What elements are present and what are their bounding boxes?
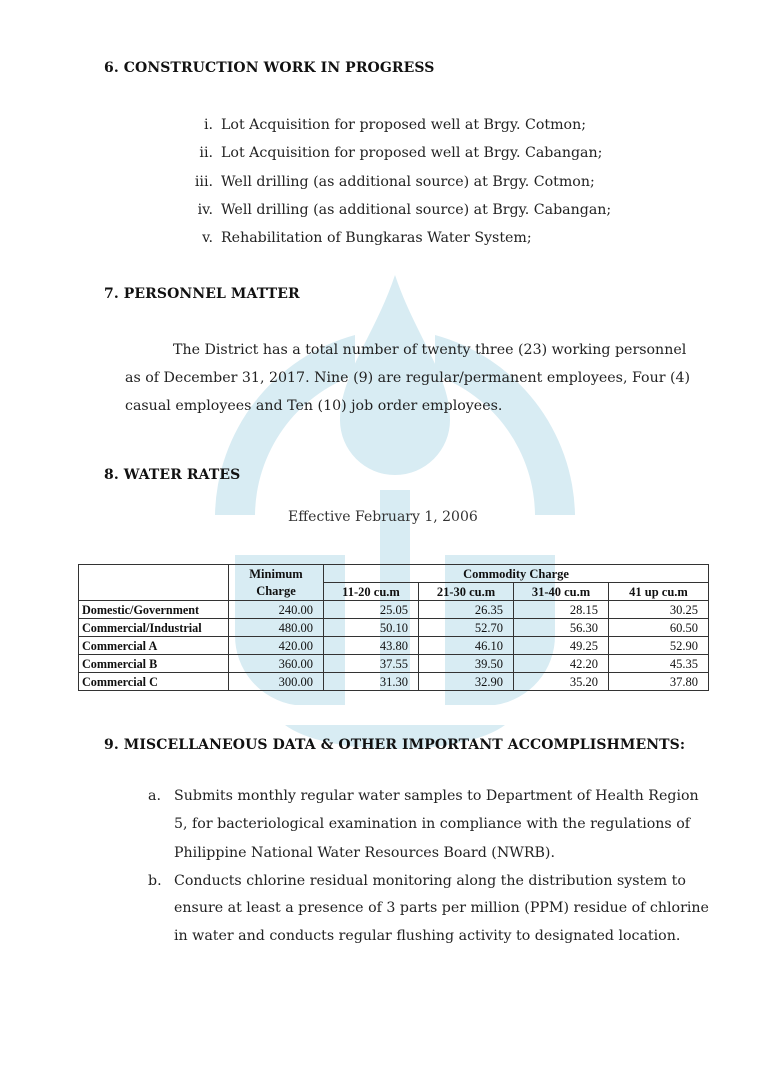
section-8-heading: 8. WATER RATES [104, 467, 241, 483]
category-header-cell [79, 565, 229, 601]
table-row [79, 619, 709, 637]
list-item-number: iii. [194, 174, 213, 190]
table-row [79, 601, 709, 619]
list-item-number: ii. [199, 145, 213, 161]
rate-cell: 45.35 [609, 655, 709, 673]
rate-cell: 480.00 [229, 619, 324, 637]
rate-cell: 52.70 [419, 619, 514, 637]
category-cell: Commercial C [79, 673, 229, 691]
range-header: 41 up cu.m [609, 583, 709, 601]
range-header: 31-40 cu.m [514, 583, 609, 601]
list-item-text: Rehabilitation of Bungkaras Water System; [221, 230, 532, 246]
list-item [199, 145, 603, 161]
list-item-text: Conducts chlorine residual monitoring along the distribution system to [174, 873, 686, 889]
rate-cell: 50.10 [324, 619, 419, 637]
list-item-continuation: in water and conducts regular flushing activity to designated location. [174, 928, 681, 944]
charge-header: Charge [229, 583, 324, 601]
rate-cell: 43.80 [324, 637, 419, 655]
paragraph-line: as of December 31, 2017. Nine (9) are regular/permanent employees, Four (4) [125, 370, 691, 386]
list-item-text: Lot Acquisition for proposed well at Brgy. Cotmon; [221, 117, 586, 133]
list-item-text: Well drilling (as additional source) at Brgy. Cotmon; [221, 174, 595, 190]
section-6-heading: 6. CONSTRUCTION WORK IN PROGRESS [104, 60, 435, 76]
rate-cell: 35.20 [514, 673, 609, 691]
list-item [148, 873, 686, 889]
water-rates-table [78, 564, 709, 691]
list-item [202, 230, 532, 246]
rate-cell: 300.00 [229, 673, 324, 691]
list-item-continuation: ensure at least a presence of 3 parts per million (PPM) residue of chlorine [174, 900, 709, 916]
rate-cell: 60.50 [609, 619, 709, 637]
range-header: 11-20 cu.m [324, 583, 419, 601]
list-item-number: a. [148, 788, 161, 804]
list-item-text: Lot Acquisition for proposed well at Brgy. Cabangan; [221, 145, 603, 161]
range-header: 21-30 cu.m [419, 583, 514, 601]
table-row [79, 673, 709, 691]
list-item-continuation: 5, for bacteriological examination in compliance with the regulations of [174, 816, 690, 832]
section-7-heading: 7. PERSONNEL MATTER [104, 286, 300, 302]
list-item-text: Well drilling (as additional source) at Brgy. Cabangan; [221, 202, 612, 218]
table-header-row [79, 565, 709, 583]
rate-cell: 46.10 [419, 637, 514, 655]
rate-cell: 420.00 [229, 637, 324, 655]
section-9-heading: 9. MISCELLANEOUS DATA & OTHER IMPORTANT ACCOMPLISHMENTS: [104, 737, 686, 753]
rate-cell: 37.80 [609, 673, 709, 691]
rate-cell: 32.90 [419, 673, 514, 691]
paragraph-line: casual employees and Ten (10) job order employees. [125, 398, 503, 414]
rate-cell: 37.55 [324, 655, 419, 673]
list-item-number: i. [203, 117, 213, 133]
table-row [79, 637, 709, 655]
list-item-number: v. [202, 230, 213, 246]
list-item [194, 174, 595, 190]
rate-cell: 49.25 [514, 637, 609, 655]
rate-cell: 56.30 [514, 619, 609, 637]
category-cell: Domestic/Government [79, 601, 229, 619]
list-item-number: b. [148, 873, 162, 889]
rate-cell: 25.05 [324, 601, 419, 619]
minimum-header: Minimum [229, 565, 324, 583]
paragraph-line: The District has a total number of twenty three (23) working personnel [173, 342, 687, 358]
rate-cell: 28.15 [514, 601, 609, 619]
list-item-number: iv. [197, 202, 213, 218]
effective-date: Effective February 1, 2006 [288, 509, 478, 525]
rate-cell: 26.35 [419, 601, 514, 619]
rate-cell: 52.90 [609, 637, 709, 655]
list-item-text: Submits monthly regular water samples to Department of Health Region [174, 788, 699, 804]
list-item [197, 202, 612, 218]
rate-cell: 39.50 [419, 655, 514, 673]
list-item [203, 117, 586, 133]
category-cell: Commercial/Industrial [79, 619, 229, 637]
rate-cell: 42.20 [514, 655, 609, 673]
list-item-continuation: Philippine National Water Resources Board (NWRB). [174, 845, 555, 861]
rate-cell: 360.00 [229, 655, 324, 673]
list-item [148, 788, 699, 804]
rate-cell: 31.30 [324, 673, 419, 691]
commodity-charge-header: Commodity Charge [324, 565, 709, 583]
category-cell: Commercial A [79, 637, 229, 655]
rate-cell: 30.25 [609, 601, 709, 619]
table-row [79, 655, 709, 673]
rate-cell: 240.00 [229, 601, 324, 619]
category-cell: Commercial B [79, 655, 229, 673]
